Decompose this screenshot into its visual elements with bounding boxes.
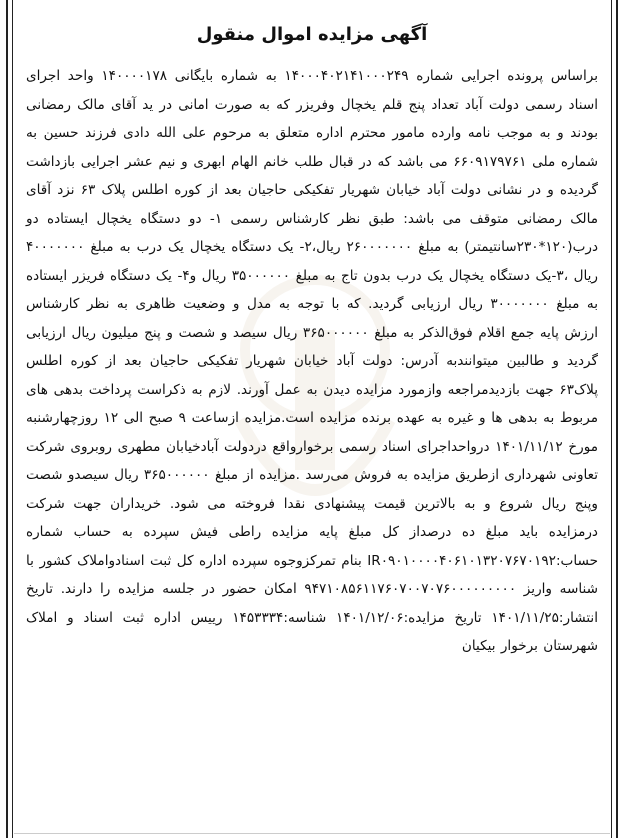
- right-border-rule: [616, 0, 618, 838]
- right-border-inner-rule: [611, 0, 612, 838]
- notice-title: آگهی مزایده اموال منقول: [196, 24, 428, 45]
- left-border-rule: [6, 0, 8, 838]
- bottom-divider: [14, 833, 610, 834]
- notice-body: براساس پرونده اجرایی شماره ۱۴۰۰۰۴۰۲۱۴۱۰۰۰۲۴۹ به شماره بایگانی ۱۴۰۰۰۰۱۷۸ واحد اجرای اسناد رسمی دولت آباد تعداد پنج قلم یخچال وفریزر که به صورت امانی در ید آقای مالک رمضانی بودند و به موجب نامه وارده مامور محترم اداره متعلق به مرحوم علی الله دادی فرزند حسین به شماره ملی ۶۶۰۹۱۷۹۷۶۱ می باشد که در قبال طلب خانم الهام ابهری و نیم عشر اجرایی بازداشت گردیده و در نشانی دولت آباد خیابان شهریار تفکیکی حاجیان بعد از کوره اطلس پلاک ۶۳ نزد آقای مالک رمضانی متوقف می باشد: طبق نظر کارشناس رسمی ۱- دو دستگاه یخچال ایستاده دو درب(۱۲۰*۲۳۰سانتیمتر) به مبلغ ۲۶۰۰۰۰۰۰۰ ریال،۲- یک دستگاه یخچال یک درب به مبلغ ۴۰۰۰۰۰۰۰ ریال ،۳-یک دستگاه یخچال یک درب بدون تاج به مبلغ ۳۵۰۰۰۰۰۰ ریال و۴- یک دستگاه فریزر ایستاده به مبلغ ۳۰۰۰۰۰۰۰ ریال ارزیابی گردید. که با توجه به مدل و وضعیت ظاهری به نظر کارشناس ارزش پایه جمع اقلام فوق‌الذکر به مبلغ ۳۶۵۰۰۰۰۰۰ ریال سیصد و شصت و پنج میلیون ریال ارزیابی گردید و طالبین میتوانندبه آدرس: دولت آباد خیابان شهریار تفکیکی حاجیان بعد از کوره اطلس پلاک۶۳ جهت بازدیدمراجعه وازمورد مزایده دیدن به عمل آورند. لازم به ذکراست پرداخت بدهی های مربوط به بدهی ها و غیره به عهده برنده مزایده است.مزایده ازساعت ۹ صبح الی ۱۲ روزچهارشنبه مورخ ۱۴۰۱/۱۱/۱۲ درواحداجرای اسناد رسمی برخوارواقع دردولت آبادخیابان مطهری روبروی شرکت تعاونی شهرداری ازطریق مزایده به فروش می‌رسد .مزایده از مبلغ ۳۶۵۰۰۰۰۰۰ ریال سیصدو شصت وپنج ریال شروع و به بالاترین قیمت پیشنهادی نقدا فروخته می شود. خریداران جهت شرکت درمزایده باید مبلغ ده درصداز کل مبلغ پایه مزایده راطی فیش سپرده به حساب شماره حساب:IR۰۹۰۱۰۰۰۰۴۰۶۱۰۱۳۲۰۷۶۷۰۱۹۲ بنام تمرکزوجوه سپرده اداره کل ثبت اسنادواملاک کشور با شناسه واریز ۹۴۷۱۰۸۵۶۱۱۷۶۰۷۰۰۷۰۷۶۰۰۰۰۰۰۰۰۰ امکان حضور در جلسه مزایده را دارند. تاریخ انتشار:۱۴۰۱/۱۱/۲۵ تاریخ مزایده:۱۴۰۱/۱۲/۰۶ شناسه:۱۴۵۳۳۳۴ رییس اداره ثبت اسناد و املاک شهرستان برخوار بیکیان: [26, 68, 599, 654]
- left-border-inner-rule: [12, 0, 13, 838]
